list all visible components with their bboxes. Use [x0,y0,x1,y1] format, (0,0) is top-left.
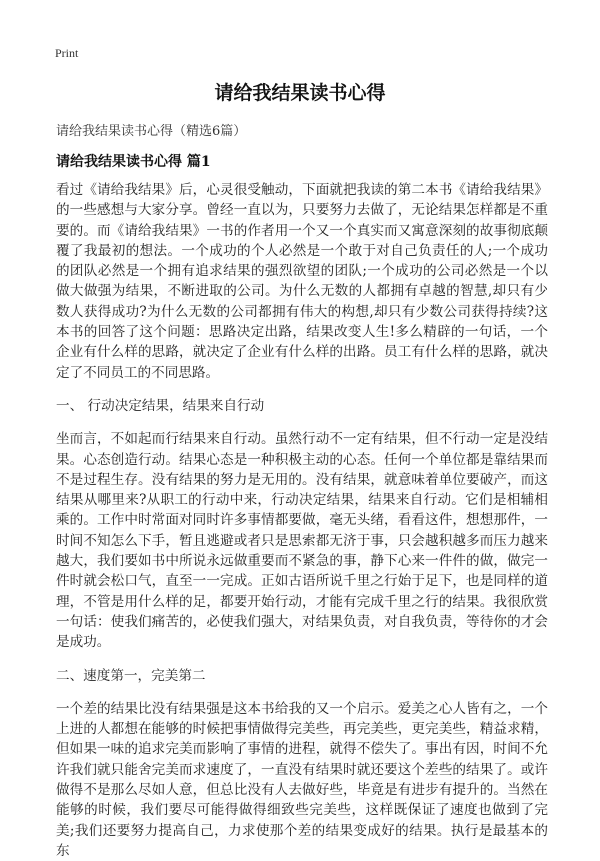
heading-speed-first: 二、速度第一，完美第二 [56,667,206,684]
article-body [56,180,548,861]
heading-action-result: 一、 行动决定结果，结果来自行动 [56,397,265,414]
paragraph-speed: 一个差的结果比没有结果强是这本书给我的又一个启示。爱美之心人皆有之，一个上进的人都想在能够的时候把事情做得完美些，再完美些，更完美些，精益求精，但如果一味的追求完美而影响了事情的进程，就得不偿失了。事出有因，时间不允许我们就只能舍完美而求速度了，一直没有结果时就还要这个差些的结果了。或许做得不是那么尽如人意，但总比没有人去做好些，毕竟是有进步有提升的。当然在能够的时候，我们要尽可能得做得细致些完美些，这样既保证了速度也做到了完美;我们还要努力提高自己，力求使那个差的结果变成好的结果。执行是最基本的东 [56,700,548,859]
print-link[interactable]: Print [55,46,79,60]
paragraph-intro: 看过《请给我结果》后，心灵很受触动，下面就把我读的第二本书《请给我结果》的一些感想与大家分享。曾经一直以为，只要努力去做了，无论结果怎样都是不重要的。而《请给我结果》一书的作者用一个又一个真实而又寓意深刻的故事彻底颠覆了我最初的想法。一个成功的个人必然是一个敢于对自己负责任的人;一个成功的团队必然是一个拥有追求结果的强烈欲望的团队;一个成功的公司必然是一个以做大做强为结果，不断进取的公司。为什么无数的人都拥有卓越的智慧,却只有少数人获得成功?为什么无数的公司都拥有伟大的构想,却只有少数公司获得持续?这本书的回答了这个问题：思路决定出路，结果改变人生!多么精辟的一句话，一个企业有什么样的思路，就决定了企业有什么样的出路。员工有什么样的思路，就决定了不同员工的不同思路。 [56,182,548,381]
page-subtitle: 请给我结果读书心得（精选6篇） [56,124,247,139]
paragraph-action: 坐而言，不如起而行结果来自行动。虽然行动不一定有结果，但不行动一定是没结果。心态创造行动。结果心态是一种积极主动的心态。任何一个单位都是靠结果而不是过程生存。没有结果的努力是无用的。没有结果，就意味着单位要破产，而这结果从哪里来?从职工的行动中来，行动决定结果，结果来自行动。它们是相辅相乘的。工作中时常面对同时许多事情都要做，毫无头绪，看看这件，想想那件，一时间不知怎么下手，暂且逃避或者只是思索都无济于事，只会越积越多而压力越来越大，我们要如书中所说永远做重要而不紧急的事，静下心来一件件的做，做完一件时就会松口气，直至一一完成。正如古语所说千里之行始于足下，也是同样的道理，不管是用什么样的足，都要开始行动，才能有完成千里之行的结果。我很欣赏一句话：使我们痛苦的，必使我们强大，对结果负责，对自我负责，等待你的才会是成功。 [56,431,548,651]
section-title: 请给我结果读书心得 篇1 [56,154,211,170]
page-title: 请给我结果读书心得 [214,82,386,104]
